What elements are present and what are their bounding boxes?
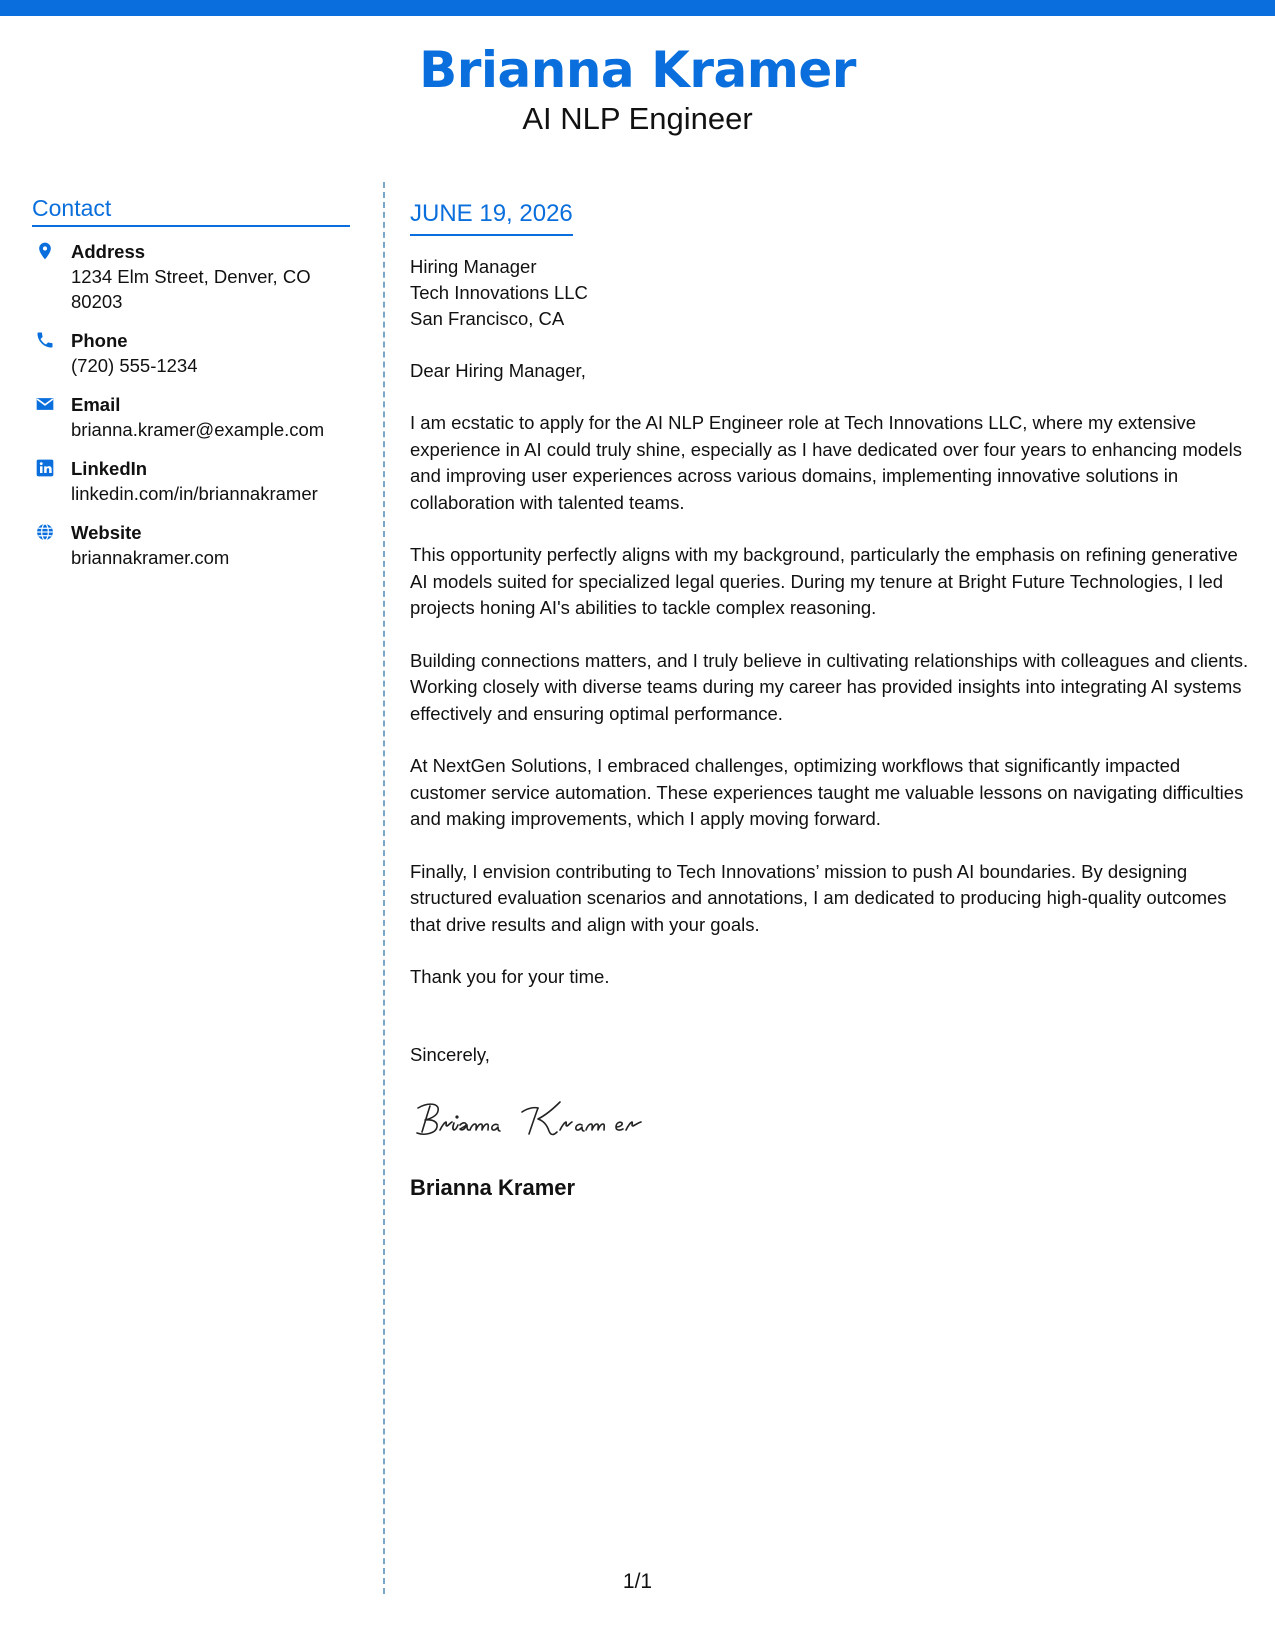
contact-label: LinkedIn — [71, 458, 148, 479]
header — [0, 40, 1275, 138]
location-pin-icon — [35, 241, 55, 261]
contact-value: brianna.kramer@example.com — [71, 419, 325, 440]
email-icon — [35, 394, 55, 414]
page-number: 1/1 — [622, 1570, 653, 1593]
contact-item-linkedin — [32, 456, 352, 506]
contact-value: 1234 Elm Street, Denver, CO 80203 — [71, 266, 311, 312]
contact-label: Phone — [71, 330, 128, 351]
applicant-name: Brianna Kramer — [419, 41, 856, 99]
column-divider — [383, 182, 385, 1594]
phone-icon — [35, 330, 55, 350]
body-paragraph: Building connections matters, and I truly believe in cultivating relationships with colleagues and clients. Working closely with diverse teams during my career has provided insights into integrating AI systems effectively and ensuring optimal performance. — [410, 649, 1249, 724]
contact-section-title: Contact — [32, 193, 350, 227]
top-accent-bar — [0, 0, 1275, 16]
body-paragraph: Finally, I envision contributing to Tech Innovations’ mission to push AI boundaries. By designing structured evaluation scenarios and annotations, I am dedicated to producing high-quality outcomes that drive results and align with your goals. — [410, 860, 1227, 935]
contact-item-email — [32, 392, 352, 442]
contact-list — [32, 239, 352, 570]
contact-value: briannakramer.com — [71, 547, 230, 568]
contact-item-address — [32, 239, 352, 314]
handwritten-signature — [410, 1090, 680, 1152]
contact-sidebar — [32, 193, 352, 584]
body-paragraph: I am ecstatic to apply for the AI NLP Engineer role at Tech Innovations LLC, where my extensive experience in AI could truly shine, especially as I have dedicated over four years to enhancing models and improving user experiences across various domains, implementing innovative solutions in collaboration with talented teams. — [410, 412, 1242, 513]
letter-date: JUNE 19, 2026 — [410, 198, 573, 236]
thanks-line: Thank you for your time. — [410, 966, 610, 987]
recipient-line: San Francisco, CA — [410, 308, 565, 329]
linkedin-icon — [35, 458, 55, 478]
greeting: Dear Hiring Manager, — [410, 360, 586, 381]
contact-value: (720) 555-1234 — [71, 355, 198, 376]
job-title: AI NLP Engineer — [522, 101, 753, 136]
recipient-line: Hiring Manager — [410, 256, 537, 277]
recipient-block — [410, 254, 1255, 332]
contact-value: linkedin.com/in/briannakramer — [71, 483, 318, 504]
contact-item-website — [32, 520, 352, 570]
contact-label: Address — [71, 241, 146, 262]
letter-body — [410, 198, 1255, 1203]
recipient-line: Tech Innovations LLC — [410, 282, 588, 303]
contact-item-phone — [32, 328, 352, 378]
signer-name: Brianna Kramer — [410, 1175, 576, 1200]
body-paragraph: At NextGen Solutions, I embraced challenges, optimizing workflows that significantly impacted customer service automation. These experiences taught me valuable lessons on navigating difficulties and making improvements, which I apply moving forward. — [410, 755, 1244, 829]
contact-label: Email — [71, 394, 121, 415]
contact-label: Website — [71, 522, 142, 543]
closing: Sincerely, — [410, 1044, 490, 1065]
globe-icon — [35, 522, 55, 542]
body-paragraph: This opportunity perfectly aligns with my background, particularly the emphasis on refining generative AI models suited for specialized legal queries. During my tenure at Bright Future Technologies, I led projects honing AI's abilities to tackle complex reasoning. — [410, 544, 1238, 618]
